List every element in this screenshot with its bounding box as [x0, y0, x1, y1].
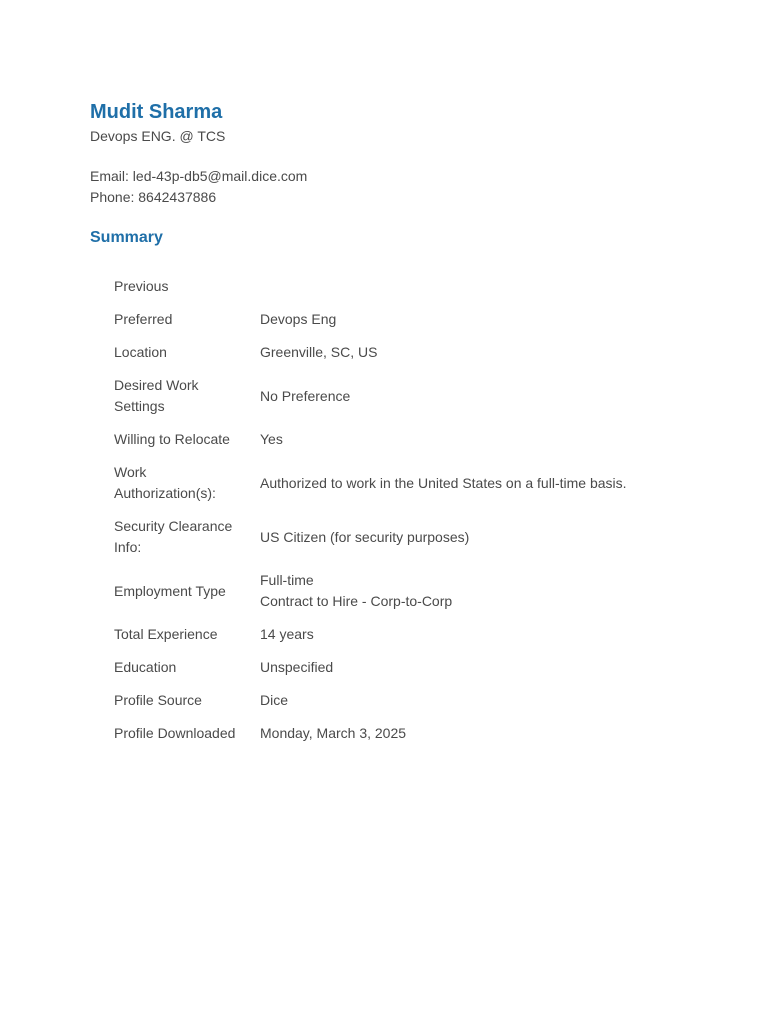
- table-row: [106, 270, 635, 303]
- row-label: Security Clearance Info:: [114, 518, 233, 555]
- row-label: Total Experience: [114, 626, 218, 642]
- row-value-line: Contract to Hire - Corp-to-Corp: [260, 593, 453, 609]
- row-value-line: Full-time: [260, 572, 314, 588]
- email-value[interactable]: led-43p-db5@mail.dice.com: [132, 168, 308, 184]
- row-value: Yes: [260, 431, 283, 447]
- row-label: Location: [114, 344, 167, 360]
- row-value: Dice: [260, 692, 289, 708]
- table-row: [106, 717, 635, 750]
- table-row: [106, 510, 635, 564]
- row-value: Unspecified: [260, 659, 334, 675]
- row-label: Profile Source: [114, 692, 202, 708]
- row-value: Greenville, SC, US: [260, 344, 378, 360]
- row-value: 14 years: [260, 626, 314, 642]
- email-label: Email:: [90, 168, 129, 184]
- row-label: Desired Work Settings: [114, 377, 199, 414]
- candidate-headline: Devops ENG. @ TCS: [90, 128, 226, 144]
- row-value: Authorized to work in the United States on a full-time basis.: [260, 474, 627, 491]
- row-value: [252, 564, 635, 618]
- candidate-name: Mudit Sharma: [90, 101, 223, 123]
- table-row: [106, 684, 635, 717]
- email-line: [90, 166, 710, 187]
- row-label: Profile Downloaded: [114, 725, 236, 741]
- table-row: [106, 369, 635, 423]
- row-value: Monday, March 3, 2025: [260, 725, 407, 741]
- row-label: Education: [114, 659, 177, 675]
- table-row: [106, 303, 635, 336]
- phone-label: Phone:: [90, 189, 135, 205]
- phone-line: [90, 187, 710, 208]
- phone-value[interactable]: 8642437886: [138, 189, 217, 205]
- row-value: Devops Eng: [260, 311, 337, 327]
- row-value: US Citizen (for security purposes): [260, 528, 470, 545]
- summary-table: [106, 270, 635, 750]
- row-label: Willing to Relocate: [114, 431, 230, 447]
- table-row: [106, 618, 635, 651]
- contact-info: [90, 166, 710, 208]
- row-label: Previous: [114, 278, 169, 294]
- table-row: [106, 651, 635, 684]
- table-row: [106, 456, 635, 510]
- row-label: Employment Type: [114, 582, 226, 599]
- row-value: No Preference: [260, 387, 351, 404]
- row-value: [252, 270, 635, 303]
- row-label: Work Authorization(s):: [114, 464, 216, 501]
- table-row: [106, 336, 635, 369]
- summary-heading: Summary: [90, 229, 163, 246]
- row-label: Preferred: [114, 311, 173, 327]
- table-row: [106, 423, 635, 456]
- resume-page: [90, 98, 710, 750]
- table-row: [106, 564, 635, 618]
